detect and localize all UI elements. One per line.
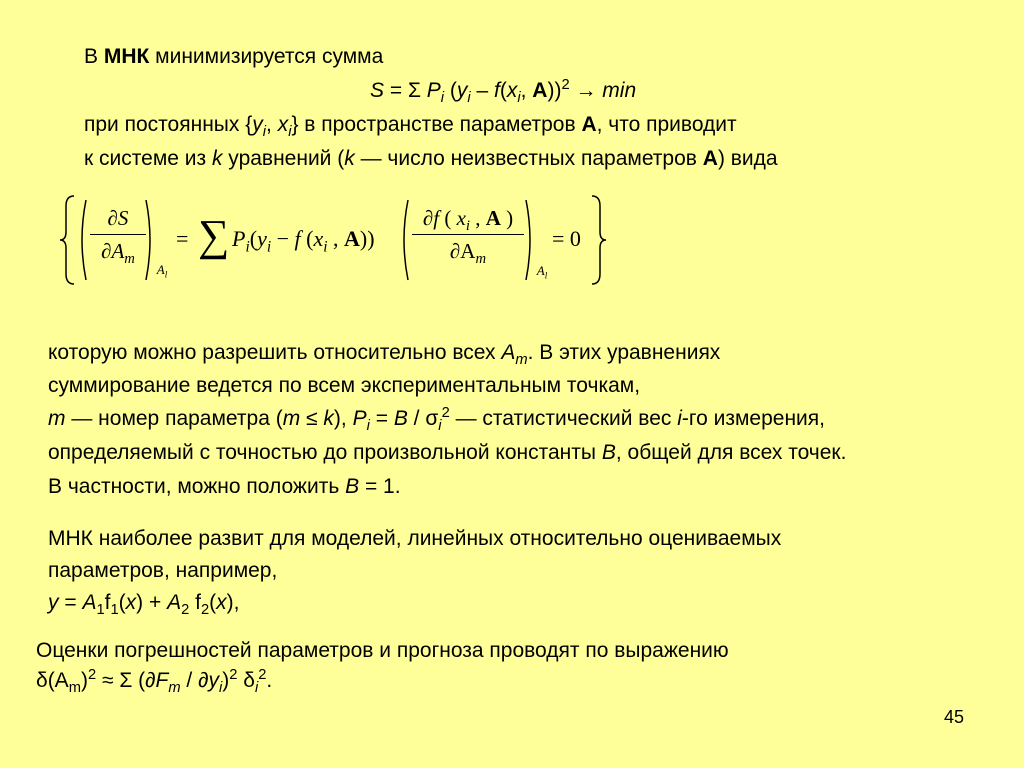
para3-line3: $y = A_1f_1(x) + A_2$ $f_2(x)$, xyxy=(48,591,240,619)
rhs-subscript: $A_l$ xyxy=(536,263,548,281)
rhs-fraction xyxy=(412,204,524,268)
lhs-close-paren xyxy=(146,200,150,280)
para4-line2: $\delta(A_m)^2 \approx \Sigma$ $(\partial F_m / \partial y_i)^2$ $\delta_i^2$. xyxy=(36,667,273,697)
system-equation xyxy=(58,192,618,288)
para3-line1: МНК наиболее развит для моделей, линейных относительно оцениваемых xyxy=(48,527,782,550)
lhs-subscript: $A_l$ xyxy=(156,262,168,280)
sum-sign: ∑ xyxy=(198,211,230,260)
middle-term: $P_i(y_i - f$ ($x_i$ , A)) xyxy=(232,226,375,256)
equals-1: = xyxy=(176,226,189,251)
para2-line4: определяемый с точностью до произвольной константы B, общей для всех точек. xyxy=(48,441,847,464)
right-curly-brace xyxy=(592,196,606,284)
line-4: к системе из k уравнений (k — число неизвестных параметров A) вида xyxy=(84,147,778,170)
para3-line2: параметров, например, xyxy=(48,559,278,582)
para2-line3: m — номер параметра (m ≤ k), $P_i = B / \sigma_i^2$ — статистический вес i-го измерения, xyxy=(48,405,825,435)
para4-line1: Оценки погрешностей параметров и прогноза проводят по выражению xyxy=(36,639,729,662)
lhs-fraction xyxy=(90,204,146,268)
line-3: при постоянных {$y_i$, $x_i$} в пространстве параметров A, что приводит xyxy=(84,113,737,141)
intro-bold: МНК xyxy=(103,45,150,68)
para2-line5: В частности, можно положить B = 1. xyxy=(48,475,401,498)
lhs-denominator: $\partial A_m$ xyxy=(101,239,135,268)
left-curly-brace xyxy=(60,196,74,284)
para2-line1: которую можно разрешить относительно всех $A_m$. В этих уравнениях xyxy=(48,341,721,369)
rhs-denominator: $\partial A_m$ xyxy=(449,239,487,268)
lhs-numerator: ∂S xyxy=(107,206,129,230)
para2-line2: суммирование ведется по всем экспериментальным точкам, xyxy=(48,374,641,397)
page-number: 45 xyxy=(944,707,965,727)
lhs-open-paren xyxy=(82,200,86,280)
equals-zero: = 0 xyxy=(552,226,581,251)
rhs-open-paren xyxy=(404,200,408,280)
intro-line: В МНК минимизируется сумма xyxy=(84,45,384,68)
rhs-close-paren xyxy=(526,200,530,280)
rhs-numerator: ∂f ( $x_i$ , A ) xyxy=(422,206,514,235)
equation-s: S = Σ $P_i$ ($y_i - f(x_i$, A))$^2$ → min xyxy=(370,77,637,107)
